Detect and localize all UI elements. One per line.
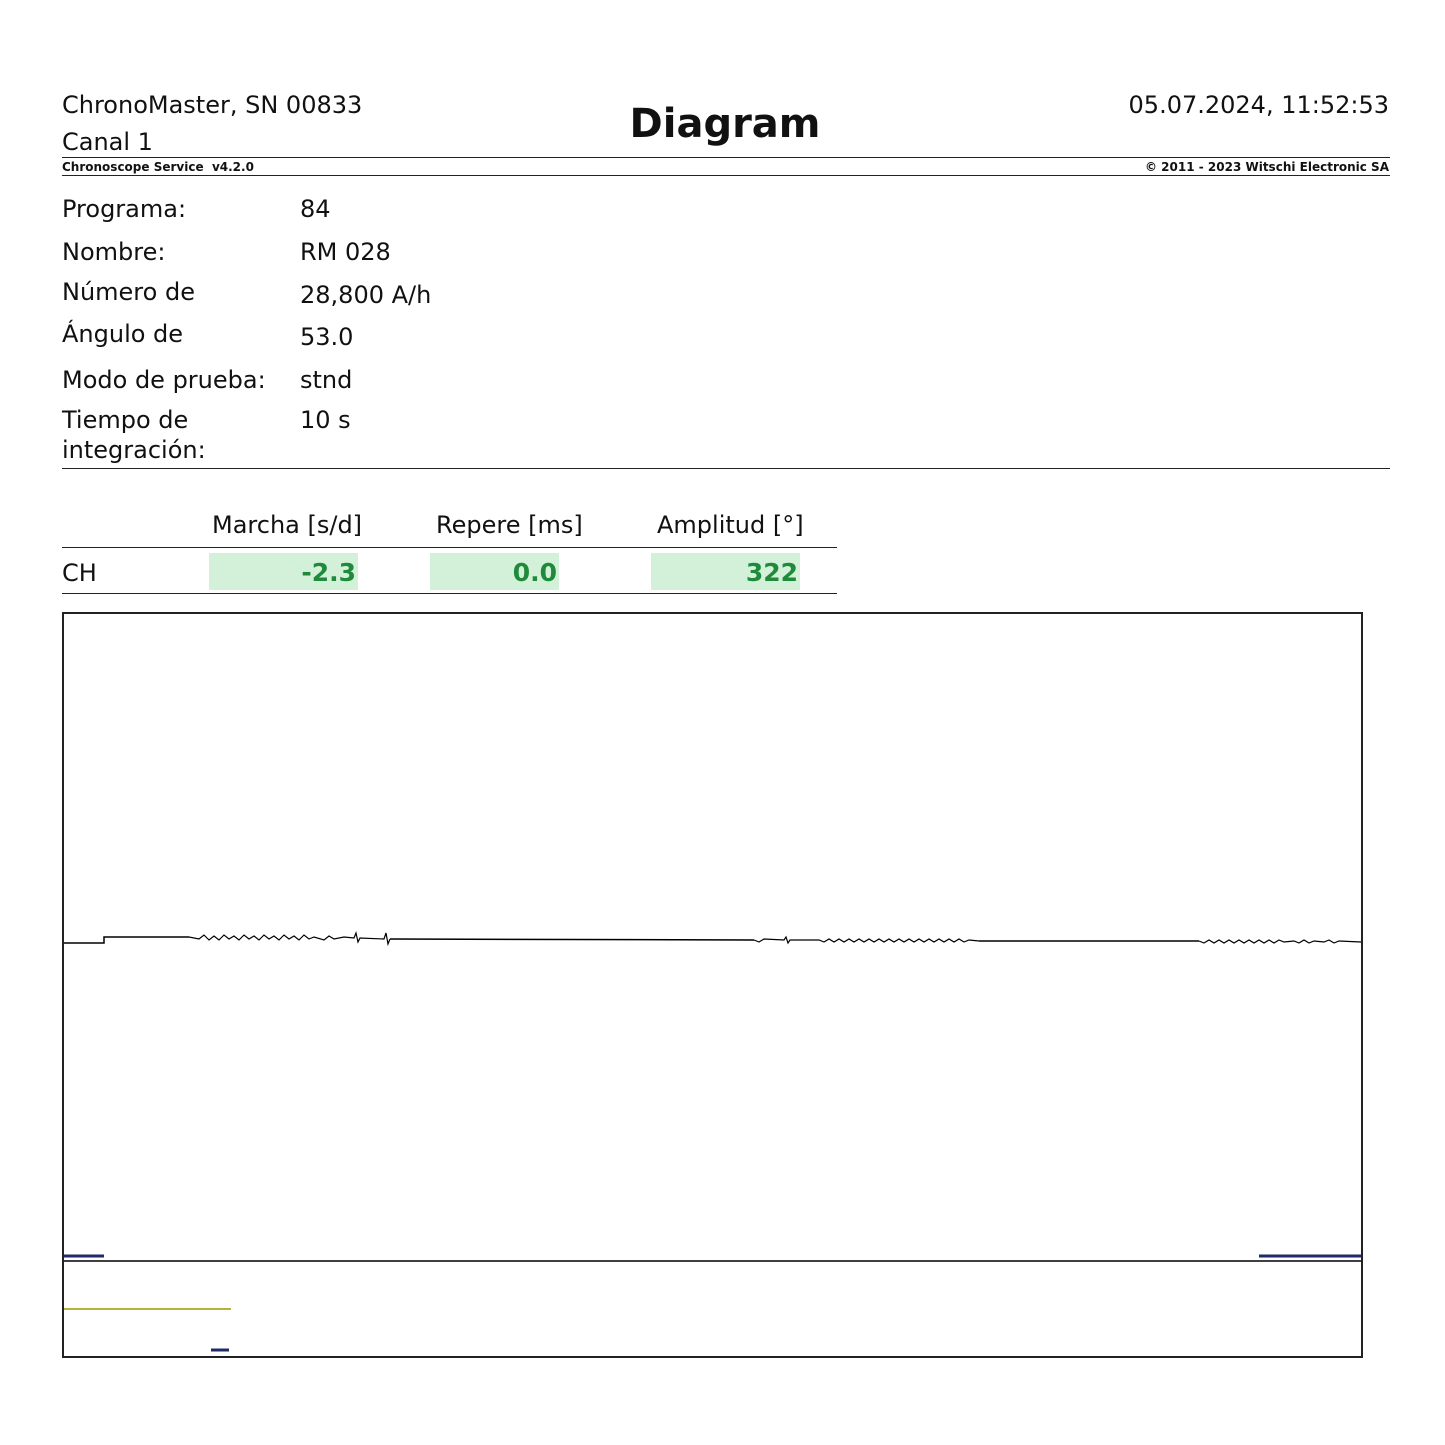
info-label-integration-time: Tiempo de xyxy=(62,406,189,434)
info-value-integration-time: 10 s xyxy=(300,406,351,434)
info-label-test-mode: Modo de prueba: xyxy=(62,366,266,394)
trace-svg xyxy=(64,614,1361,1356)
channel-label: Canal 1 xyxy=(62,128,153,156)
amplitude-value: 322 xyxy=(651,553,800,590)
info-value-beat-rate: 28,800 A/h xyxy=(300,281,432,309)
copyright-notice: © 2011 - 2023 Witschi Electronic SA xyxy=(1144,160,1389,174)
results-header-rule xyxy=(62,547,837,548)
info-label-program: Programa: xyxy=(62,195,187,223)
rate-trace-segment-2 xyxy=(390,939,754,940)
beat-error-value: 0.0 xyxy=(430,553,559,590)
info-value-lift-angle: 53.0 xyxy=(300,323,354,351)
page-title: Diagram xyxy=(629,101,821,147)
rate-trace-noise-2 xyxy=(754,937,979,943)
info-divider xyxy=(62,468,1390,469)
header-divider-bottom xyxy=(62,175,1390,176)
info-value-name: RM 028 xyxy=(300,238,391,266)
trace-diagram xyxy=(62,612,1363,1358)
device-name: ChronoMaster, SN 00833 xyxy=(62,91,363,119)
info-value-test-mode: stnd xyxy=(300,366,353,394)
report-datetime: 05.07.2024, 11:52:53 xyxy=(1128,91,1389,119)
software-version: Chronoscope Service v4.2.0 xyxy=(62,160,254,174)
info-label-integration-time-2: integración: xyxy=(62,436,206,464)
info-label-name: Nombre: xyxy=(62,238,166,266)
info-label-beat-rate: Número de xyxy=(62,278,195,306)
info-value-program: 84 xyxy=(300,195,331,223)
rate-value: -2.3 xyxy=(209,553,358,590)
rate-trace-noise-1 xyxy=(189,933,390,944)
results-bottom-rule xyxy=(62,593,837,594)
results-row-label: CH xyxy=(62,559,97,587)
info-label-lift-angle: Ángulo de xyxy=(62,320,184,348)
header-rate: Marcha [s/d] xyxy=(212,511,363,539)
rate-trace-segment-1 xyxy=(64,937,189,943)
rate-trace-noise-3 xyxy=(1199,940,1361,943)
header-beat-error: Repere [ms] xyxy=(436,511,583,539)
header-amplitude: Amplitud [°] xyxy=(657,511,804,539)
header-divider-top xyxy=(62,157,1390,158)
